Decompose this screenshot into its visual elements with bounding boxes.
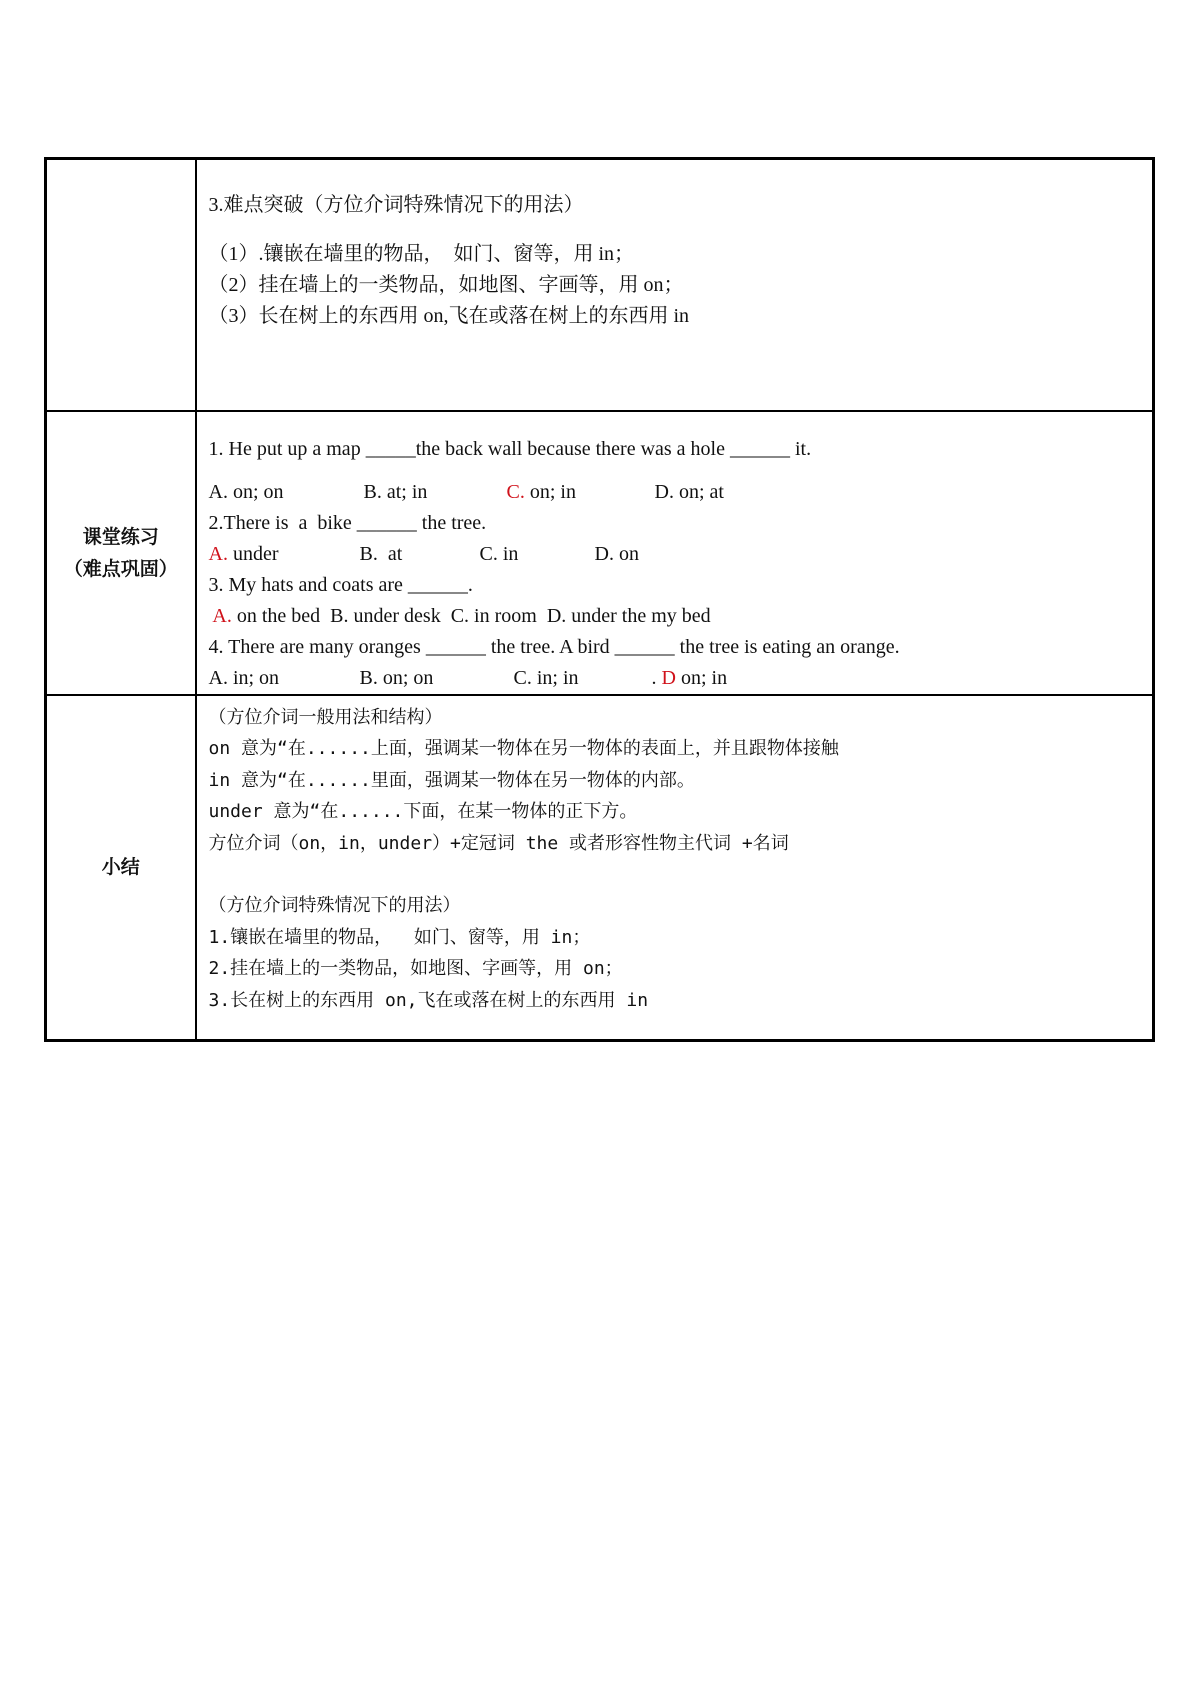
summary-general-title: （方位介词一般用法和结构） bbox=[208, 706, 443, 728]
practice-label-cell bbox=[46, 411, 196, 695]
difficulty-content-cell bbox=[196, 159, 1154, 411]
lesson-table bbox=[44, 157, 1155, 1042]
question-1-options: A. on; on B. at; in C. on; in D. on; at bbox=[208, 480, 724, 503]
question-3-options: A. on the bed B. under desk C. in room D. under the my bed bbox=[212, 604, 711, 627]
summary-label-cell bbox=[46, 695, 196, 1041]
practice-row bbox=[46, 411, 1154, 695]
summary-general-line-3: under 意为“在......下面，在某一物体的正下方。 bbox=[208, 801, 638, 822]
practice-content-cell bbox=[196, 411, 1154, 695]
difficulty-item-3: （3）长在树上的东西用 on,飞在或落在树上的东西用 in bbox=[208, 305, 690, 327]
question-2: 2.There is a bike ______ the tree. bbox=[208, 511, 487, 534]
question-4: 4. There are many oranges ______ the tree. A bird ______ the tree is eating an orange. bbox=[208, 635, 900, 658]
answer-marker: A. bbox=[208, 542, 228, 565]
summary-general-line-1: on 意为“在......上面，强调某一物体在另一物体的表面上，并且跟物体接触 bbox=[208, 738, 839, 759]
question-4-options: A. in; on B. on; on C. in; in . D on; in bbox=[208, 666, 728, 689]
summary-special-line-3: 3.长在树上的东西用 on,飞在或落在树上的东西用 in bbox=[208, 989, 649, 1011]
difficulty-row bbox=[46, 159, 1154, 411]
summary-content-cell bbox=[196, 695, 1154, 1041]
answer-marker: C. bbox=[506, 480, 525, 503]
difficulty-title: 3.难点突破（方位介词特殊情况下的用法） bbox=[208, 194, 584, 216]
summary-general-line-4: 方位介词（on，in，under）+定冠词 the 或者形容性物主代词 +名词 bbox=[208, 832, 789, 854]
difficulty-label-cell bbox=[46, 159, 196, 411]
summary-special-title: （方位介词特殊情况下的用法） bbox=[208, 895, 461, 916]
difficulty-item-1: （1）.镶嵌在墙里的物品， 如门、窗等，用 in； bbox=[208, 243, 635, 265]
difficulty-item-2: （2）挂在墙上的一类物品，如地图、字画等，用 on； bbox=[208, 274, 684, 296]
practice-label: 课堂练习 （难点巩固） bbox=[63, 525, 178, 580]
question-3: 3. My hats and coats are ______. bbox=[208, 573, 473, 596]
question-1: 1. He put up a map _____the back wall because there was a hole ______ it. bbox=[208, 437, 812, 460]
summary-row bbox=[46, 695, 1154, 1041]
answer-marker: D bbox=[661, 666, 676, 689]
answer-marker: A. bbox=[212, 604, 232, 627]
summary-special-line-2: 2.挂在墙上的一类物品，如地图、字画等，用 on； bbox=[208, 958, 623, 979]
summary-label: 小结 bbox=[101, 856, 140, 879]
summary-special-line-1: 1.镶嵌在墙里的物品， 如门、窗等，用 in； bbox=[208, 926, 591, 948]
summary-general-line-2: in 意为“在......里面，强调某一物体在另一物体的内部。 bbox=[208, 769, 695, 791]
question-2-options: A. under B. at C. in D. on bbox=[208, 542, 639, 565]
